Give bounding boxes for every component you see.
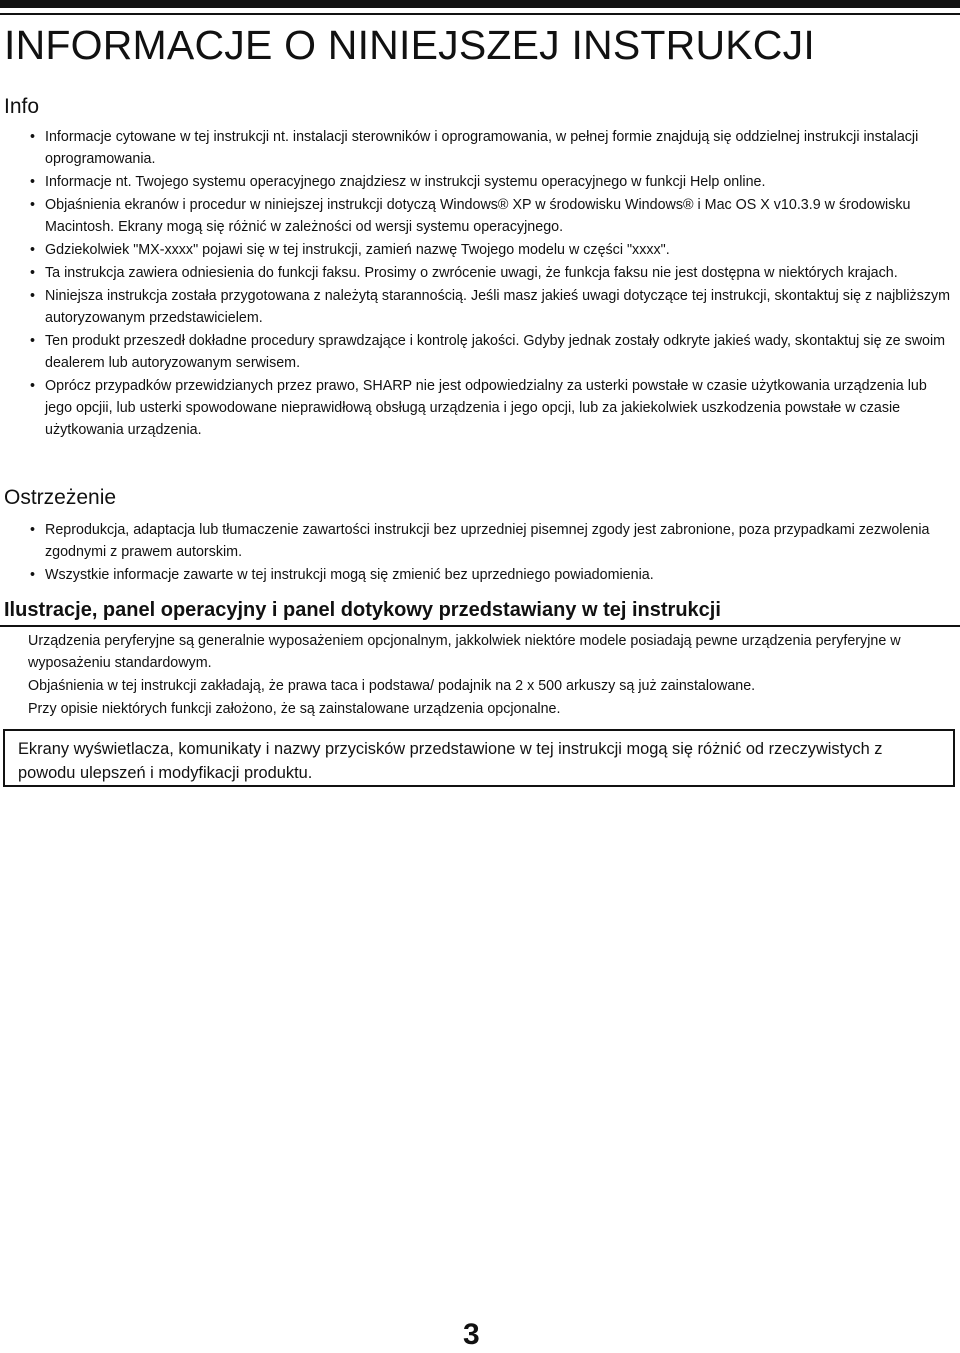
bullet: • (30, 567, 36, 583)
list-item (0, 564, 960, 586)
notice-box: Ekrany wyświetlacza, komunikaty i nazwy przycisków przedstawione w tej instrukcji mogą się różnić od rzeczywistych z powodu ulepszeń i modyfikacji produktu. (3, 729, 955, 787)
warning-heading: Ostrzeżenie (4, 486, 117, 509)
list-item (0, 285, 960, 329)
bullet: • (30, 288, 36, 304)
list-item-text: Niniejsza instrukcja została przygotowana z należytą starannością. Jeśli masz jakieś uwagi dotyczące tej instrukcji, skontaktuj się z najbliższym autoryzowanym przedstawicielem. (45, 288, 951, 326)
list-item (0, 194, 960, 238)
info-heading: Info (4, 95, 40, 118)
list-item-text: Oprócz przypadków przewidzianych przez prawo, SHARP nie jest odpowiedzialny za usterki powstałe w czasie użytkowania urządzenia lub jego opcjii, lub usterki spowodowane nieprawidłową obsługą urządzenia i jego opcji, lub za jakiekolwiek uszkodzenia powstałe w czasie użytkowania urządzenia. (45, 378, 927, 438)
paragraph: Urządzenia peryferyjne są generalnie wyposażeniem opcjonalnym, jakkolwiek niektóre modele posiadają pewne urządzenia peryferyjne w wyposażeniu standardowym. (28, 633, 901, 671)
info-list (0, 126, 960, 442)
list-item-text: Ten produkt przeszedł dokładne procedury sprawdzające i kontrolę jakości. Gdyby jednak zostały odkryte jakieś wady, skontaktuj się ze swoim dealerem lub autoryzowanym serwisem. (45, 333, 946, 371)
warning-list (0, 519, 960, 587)
illustrations-body (0, 630, 960, 720)
bullet: • (30, 174, 36, 190)
bullet: • (30, 333, 36, 349)
list-item-text: Wszystkie informacje zawarte w tej instrukcji mogą się zmienić bez uprzedniego powiadomienia. (45, 567, 654, 583)
list-item-text: Informacje nt. Twojego systemu operacyjnego znajdziesz w instrukcji systemu operacyjnego w funkcji Help online. (45, 174, 766, 190)
list-item-text: Objaśnienia ekranów i procedur w niniejszej instrukcji dotyczą Windows® XP w środowisku Windows® i Mac OS X v10.3.9 w środowisku Macintosh. Ekrany mogą się różnić w zależności od wersji systemu operacyjnego. (45, 197, 911, 235)
top-rule (0, 0, 960, 8)
bullet: • (30, 242, 36, 258)
bullet: • (30, 129, 36, 145)
list-item (0, 262, 960, 284)
paragraph: Objaśnienia w tej instrukcji zakładają, że prawa taca i podstawa/ podajnik na 2 x 500 arkuszy są już zainstalowane. (28, 678, 756, 694)
list-item-text: Informacje cytowane w tej instrukcji nt. instalacji sterowników i oprogramowania, w pełnej formie znajdują się oddzielnej instrukcji instalacji oprogramowania. (45, 129, 919, 167)
list-item (0, 330, 960, 374)
heading-underline (0, 625, 960, 627)
list-item (0, 519, 960, 563)
list-item (0, 171, 960, 193)
page-number: 3 (463, 1318, 480, 1351)
page-title: INFORMACJE O NINIEJSZEJ INSTRUKCJI (4, 22, 815, 68)
bullet: • (30, 197, 36, 213)
illustrations-heading: Ilustracje, panel operacyjny i panel dotykowy przedstawiany w tej instrukcji (4, 599, 721, 621)
bullet: • (30, 265, 36, 281)
list-item (0, 239, 960, 261)
list-item-text: Reprodukcja, adaptacja lub tłumaczenie zawartości instrukcji bez uprzedniej pisemnej zgody jest zabronione, poza przypadkami zezwolenia zgodnymi z prawem autorskim. (45, 522, 930, 560)
list-item-text: Gdziekolwiek "MX-xxxx" pojawi się w tej instrukcji, zamień nazwę Twojego modelu w części "xxxx". (45, 242, 670, 258)
top-rule-thin (0, 13, 960, 15)
list-item-text: Ta instrukcja zawiera odniesienia do funkcji faksu. Prosimy o zwrócenie uwagi, że funkcja faksu nie jest dostępna w niektórych krajach. (45, 265, 898, 281)
list-item (0, 375, 960, 441)
paragraph: Przy opisie niektórych funkcji założono, że są zainstalowane urządzenia opcjonalne. (28, 701, 561, 717)
list-item (0, 126, 960, 170)
bullet: • (30, 522, 36, 538)
bullet: • (30, 378, 36, 394)
